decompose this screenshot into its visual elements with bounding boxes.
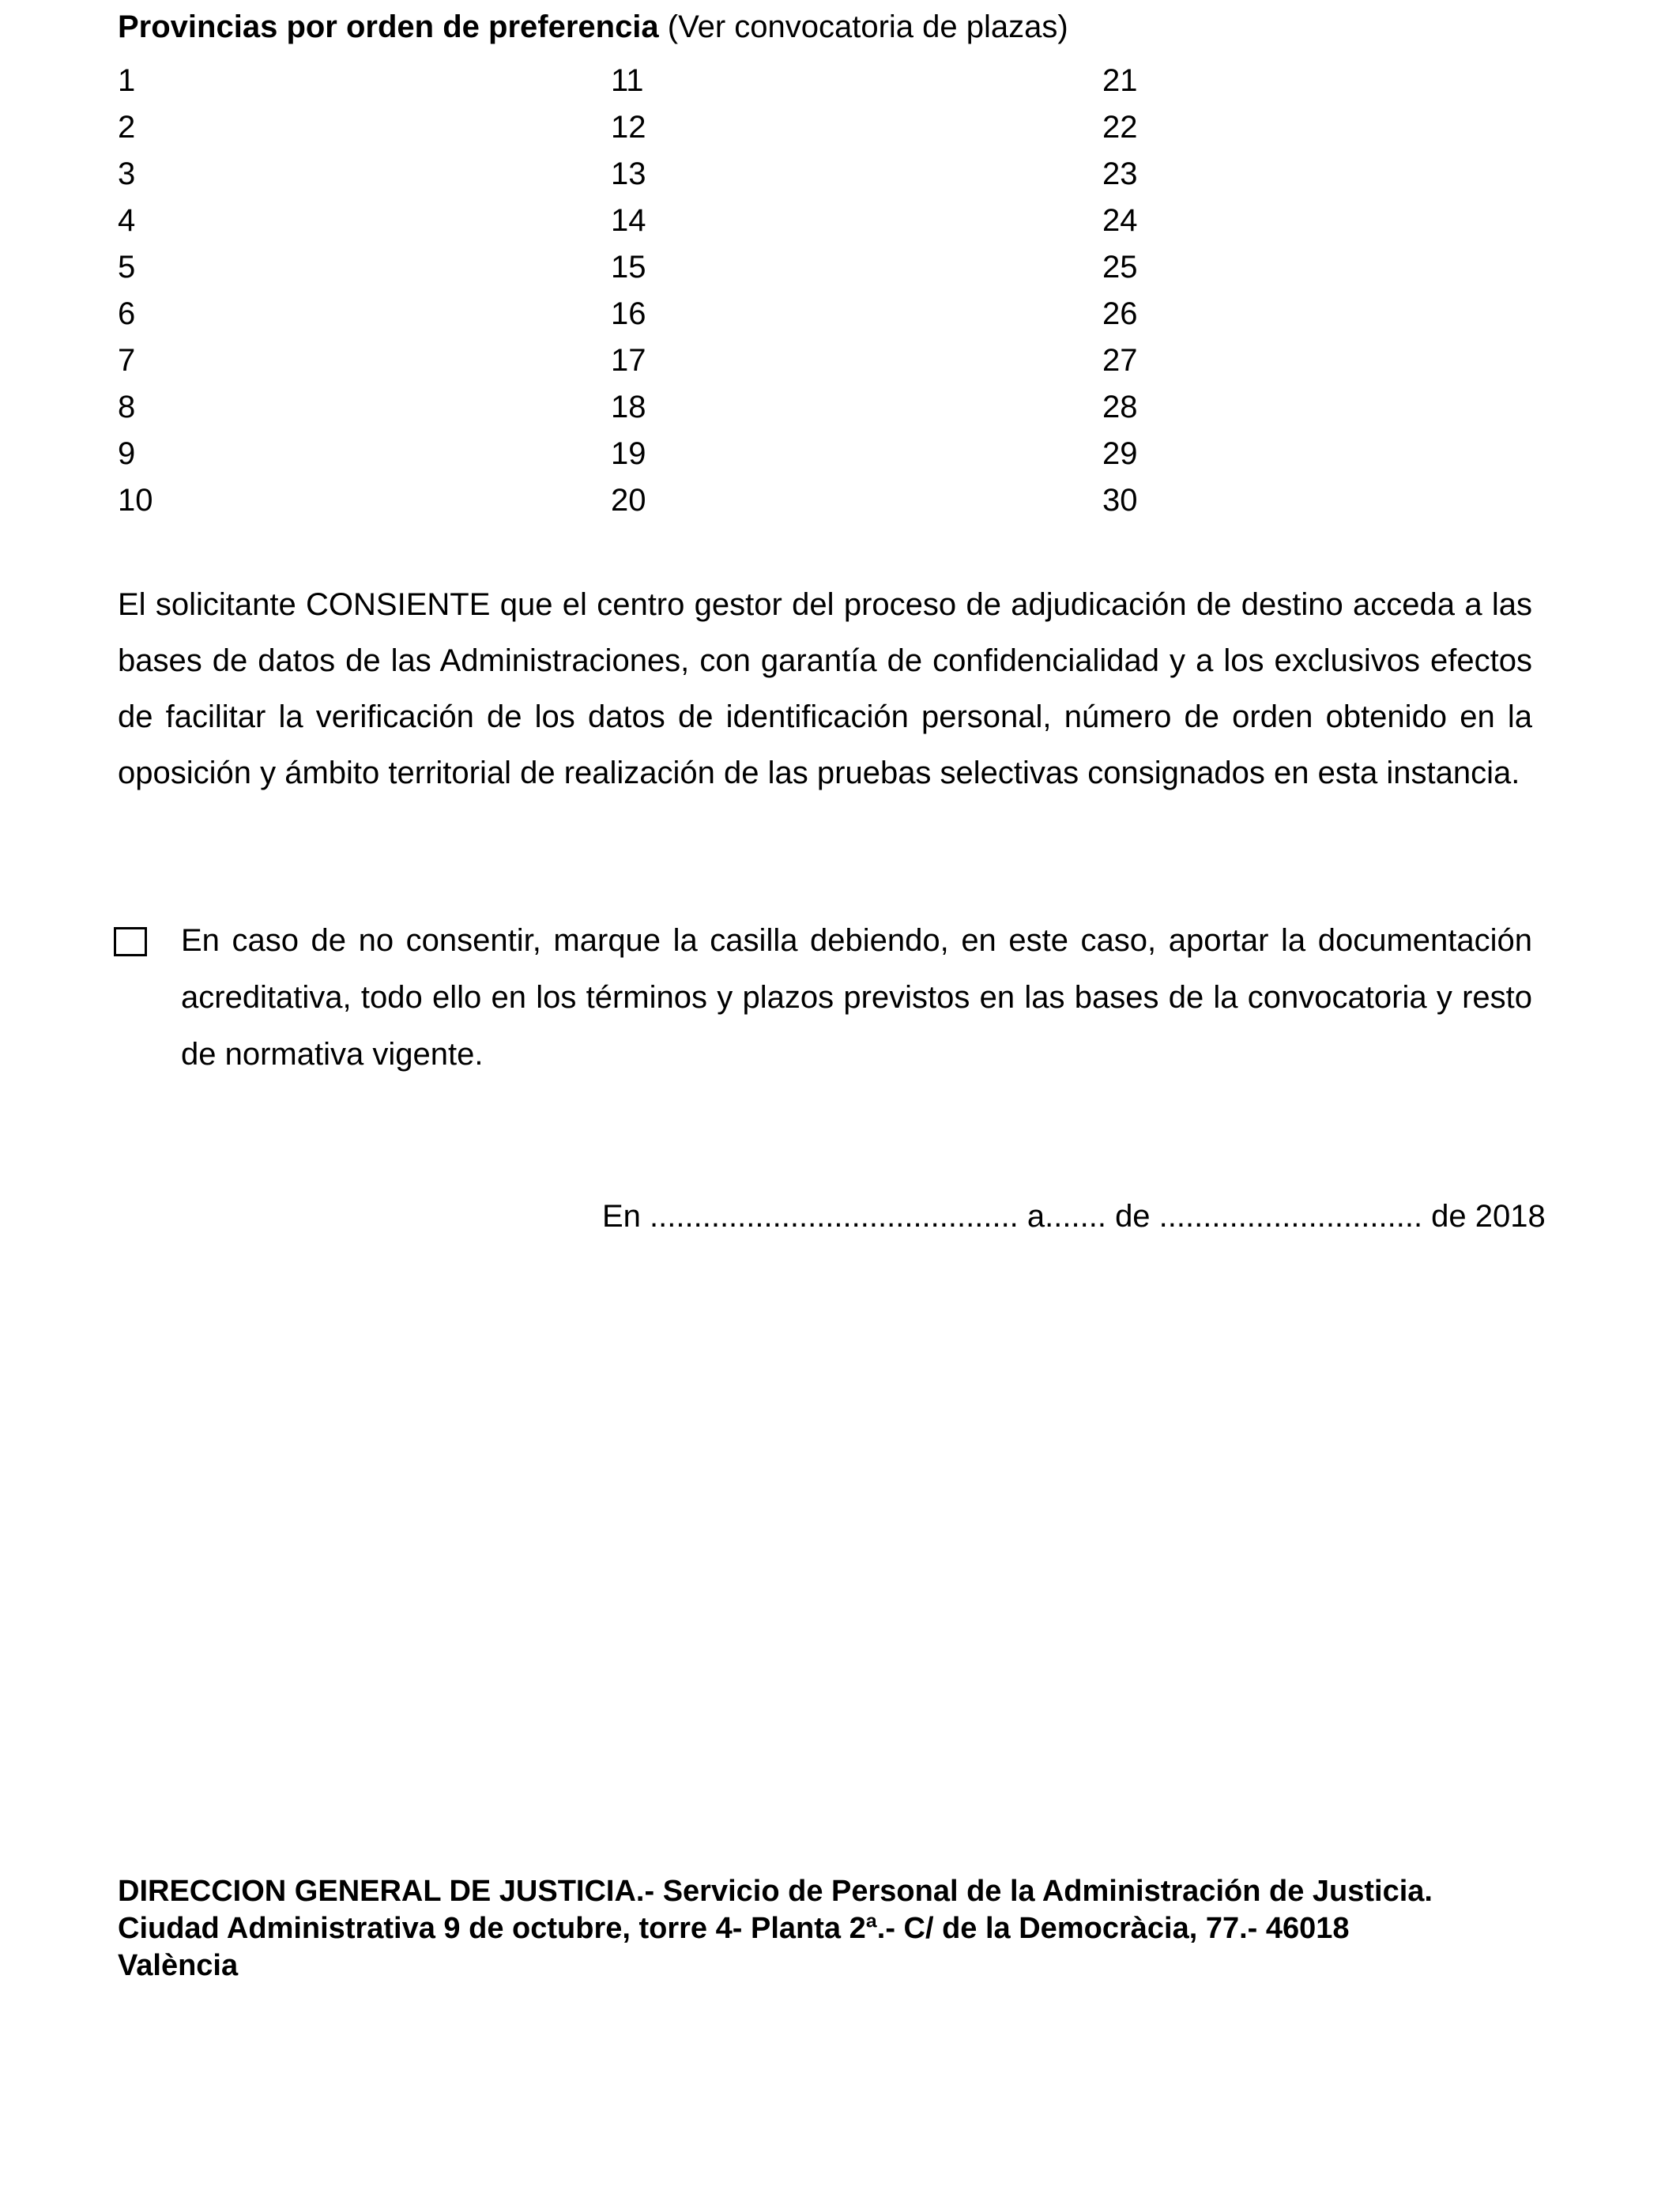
preference-number: 15 — [611, 250, 646, 285]
preference-number: 24 — [1102, 203, 1138, 238]
preference-column-2 — [611, 58, 646, 524]
preference-number: 12 — [611, 110, 646, 145]
preference-column-3 — [1102, 58, 1138, 524]
preference-number: 6 — [118, 296, 136, 331]
footer-line: Ciudad Administrativa 9 de octubre, torre 4- Planta 2ª.- C/ de la Democràcia, 77.- 46018 — [118, 1912, 1350, 1945]
preference-number: 17 — [611, 343, 646, 378]
no-consent-checkbox[interactable] — [114, 927, 147, 956]
preference-number: 8 — [118, 390, 136, 424]
preference-number: 21 — [1102, 63, 1138, 98]
preference-number: 23 — [1102, 156, 1138, 191]
preference-number: 30 — [1102, 483, 1138, 518]
section-heading-note: (Ver convocatoria de plazas) — [658, 9, 1068, 44]
consent-paragraph: El solicitante CONSIENTE que el centro gestor del proceso de adjudicación de destino acceda a las bases de datos de las Administraciones, con garantía de confidencialidad y a los exclusivos efectos de facilitar la verificación de los datos de identificación personal, número de orden obtenido en la oposición y ámbito territorial de realización de las pruebas selectivas consignados en esta instancia. — [118, 587, 1532, 790]
preference-number: 4 — [118, 203, 136, 238]
footer-address — [118, 1873, 1619, 1985]
preference-number: 11 — [611, 63, 644, 98]
preference-number: 2 — [118, 110, 136, 145]
preference-number: 16 — [611, 296, 646, 331]
preference-number: 14 — [611, 203, 646, 238]
preference-number: 27 — [1102, 343, 1138, 378]
section-heading — [118, 8, 1068, 46]
preference-number: 5 — [118, 250, 136, 285]
footer-line: València — [118, 1949, 239, 1982]
preference-column-1 — [118, 58, 153, 524]
preference-number: 1 — [118, 63, 136, 98]
preference-number: 22 — [1102, 110, 1138, 145]
preference-number: 13 — [611, 156, 646, 191]
preference-number: 25 — [1102, 250, 1138, 285]
preference-number: 10 — [118, 483, 153, 518]
preference-number: 18 — [611, 390, 646, 424]
preference-number: 26 — [1102, 296, 1138, 331]
place-date-line: En .......................................... a....... de .............................. de 2018 — [602, 1199, 1546, 1234]
section-heading-bold: Provincias por orden de preferencia — [118, 9, 659, 44]
preference-number: 20 — [611, 483, 646, 518]
preference-number: 7 — [118, 343, 136, 378]
no-consent-text: En caso de no consentir, marque la casilla debiendo, en este caso, aportar la documentación acreditativa, todo ello en los términos y plazos previstos en las bases de la convocatoria y resto de normativa vigente. — [181, 923, 1532, 1072]
preference-number: 9 — [118, 436, 136, 471]
preference-number: 19 — [611, 436, 646, 471]
preference-number: 28 — [1102, 390, 1138, 424]
preference-number: 29 — [1102, 436, 1138, 471]
preference-number: 3 — [118, 156, 136, 191]
footer-line: DIRECCION GENERAL DE JUSTICIA.- Servicio de Personal de la Administración de Justicia. — [118, 1875, 1433, 1908]
province-preference-grid — [118, 58, 1145, 532]
